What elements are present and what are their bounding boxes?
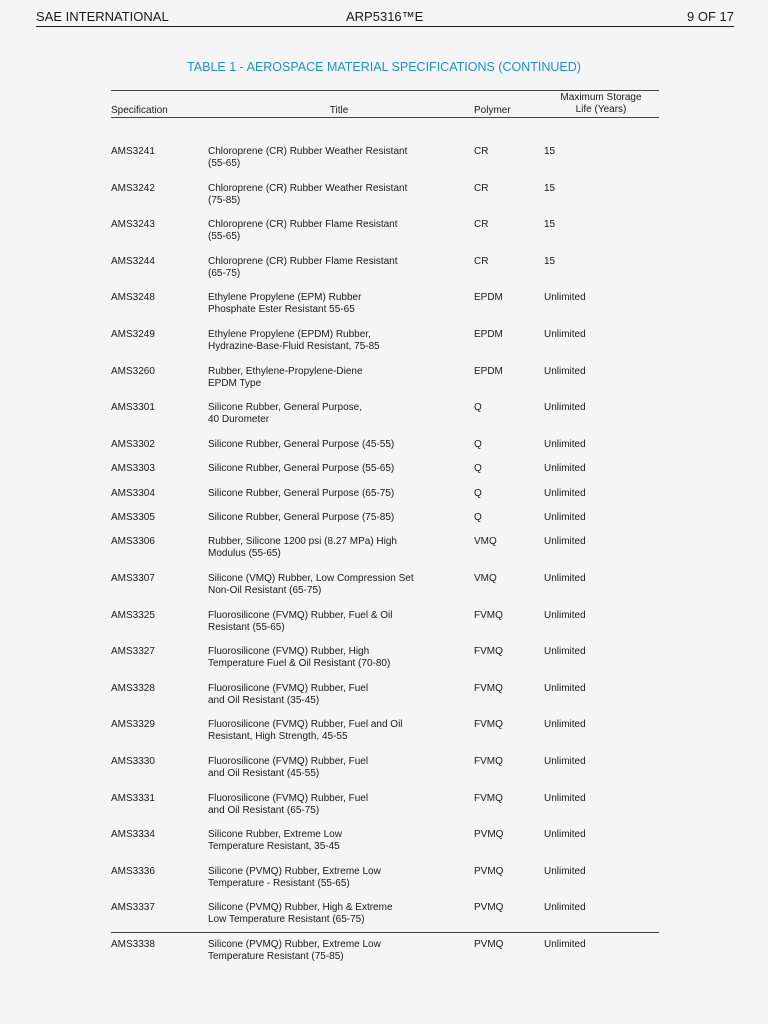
cell-specification: AMS3260 [111, 365, 155, 377]
cell-specification: AMS3325 [111, 609, 155, 621]
cell-title [208, 439, 394, 451]
cell-title-line: Silicone (PVMQ) Rubber, Extreme Low [208, 865, 381, 877]
column-header-polymer: Polymer [474, 105, 511, 116]
cell-title [208, 183, 407, 207]
cell-title-line: Hydrazine-Base-Fluid Resistant, 75-85 [208, 341, 380, 352]
cell-storage-life: Unlimited [544, 402, 586, 414]
cell-specification: AMS3331 [111, 792, 155, 804]
cell-title [208, 756, 368, 780]
cell-title [208, 683, 368, 707]
cell-specification: AMS3337 [111, 902, 155, 914]
cell-title-line: Temperature Resistant (75-85) [208, 951, 344, 962]
cell-title-line: Fluorosilicone (FVMQ) Rubber, Fuel [208, 756, 369, 767]
cell-title-line: Rubber, Silicone 1200 psi (8.27 MPa) High [208, 536, 397, 548]
cell-title-line: Ethylene Propylene (EPDM) Rubber, [208, 329, 371, 340]
cell-title-line: (55-65) [208, 231, 241, 243]
cell-polymer: FVMQ [474, 682, 503, 694]
cell-specification: AMS3242 [111, 182, 155, 194]
cell-title-line: Silicone Rubber, General Purpose (65-75) [208, 487, 395, 499]
cell-title-line: Low Temperature Resistant (65-75) [208, 914, 365, 926]
cell-title-line: Silicone Rubber, Extreme Low [208, 829, 342, 841]
cell-title [208, 463, 394, 475]
cell-polymer: EPDM [474, 365, 503, 377]
cell-polymer: CR [474, 182, 489, 194]
cell-title-line: Fluorosilicone (FVMQ) Rubber, High [208, 646, 370, 658]
cell-title [208, 829, 342, 853]
cell-specification: AMS3244 [111, 255, 155, 267]
cell-title-line: Silicone (PVMQ) Rubber, Extreme Low [208, 939, 381, 950]
cell-specification: AMS3329 [111, 719, 155, 731]
column-header-storage-life [543, 92, 659, 116]
cell-title [208, 256, 398, 280]
cell-polymer: Q [474, 463, 482, 475]
cell-title [208, 488, 394, 500]
cell-title-line: (75-85) [208, 194, 241, 206]
cell-specification: AMS3248 [111, 292, 155, 304]
cell-storage-life: 15 [544, 255, 556, 267]
cell-storage-life: Unlimited [544, 487, 586, 499]
cell-specification: AMS3306 [111, 536, 155, 548]
cell-storage-life: Unlimited [544, 792, 586, 804]
cell-polymer: CR [474, 146, 489, 157]
cell-storage-life: 15 [544, 182, 556, 194]
cell-polymer: PVMQ [474, 939, 504, 950]
column-header-specification: Specification [111, 105, 168, 116]
specifications-table [111, 90, 659, 962]
cell-title [208, 219, 398, 243]
cell-title-line: Temperature Fuel & Oil Resistant (70-80) [208, 658, 391, 670]
cell-storage-life: Unlimited [544, 573, 586, 584]
cell-title [208, 793, 368, 817]
cell-specification: AMS3249 [111, 329, 155, 340]
cell-storage-life: Unlimited [544, 512, 586, 523]
cell-title [208, 939, 381, 963]
cell-specification: AMS3338 [111, 939, 155, 950]
cell-storage-life: Unlimited [544, 756, 586, 767]
cell-storage-life: Unlimited [544, 902, 586, 914]
cell-title [208, 536, 397, 560]
cell-title [208, 146, 407, 170]
cell-title-line: Phosphate Ester Resistant 55-65 [208, 304, 355, 316]
cell-specification: AMS3327 [111, 646, 155, 658]
cell-polymer: VMQ [474, 536, 497, 548]
cell-storage-life: Unlimited [544, 463, 586, 475]
cell-polymer: VMQ [474, 573, 497, 584]
cell-title-line: and Oil Resistant (65-75) [208, 804, 320, 816]
cell-title [208, 292, 361, 316]
cell-title [208, 366, 363, 390]
cell-title-line: Silicone Rubber, General Purpose (55-65) [208, 463, 395, 475]
column-header-storage-life-line1: Maximum Storage [560, 92, 642, 103]
cell-polymer: CR [474, 219, 489, 231]
cell-storage-life: Unlimited [544, 536, 586, 548]
cell-title [208, 902, 393, 926]
cell-polymer: FVMQ [474, 646, 503, 658]
cell-title-line: Temperature Resistant, 35-45 [208, 841, 340, 853]
cell-specification: AMS3303 [111, 463, 155, 475]
cell-storage-life: 15 [544, 146, 556, 157]
cell-storage-life: Unlimited [544, 292, 586, 304]
cell-title-line: Silicone Rubber, General Purpose (45-55) [208, 438, 395, 450]
cell-specification: AMS3301 [111, 402, 155, 414]
cell-polymer: Q [474, 512, 482, 523]
cell-title-line: Temperature - Resistant (55-65) [208, 877, 350, 889]
cell-specification: AMS3307 [111, 573, 155, 584]
cell-title [208, 573, 414, 597]
cell-title-line: Chloroprene (CR) Rubber Weather Resistant [208, 182, 408, 194]
cell-polymer: PVMQ [474, 902, 504, 914]
cell-polymer: PVMQ [474, 829, 504, 841]
cell-polymer: FVMQ [474, 792, 503, 804]
cell-polymer: CR [474, 255, 489, 267]
cell-title [208, 402, 362, 426]
cell-storage-life: Unlimited [544, 609, 586, 621]
page-header [36, 8, 734, 27]
cell-storage-life: Unlimited [544, 329, 586, 340]
cell-polymer: FVMQ [474, 609, 503, 621]
document-number: ARP5316™E [346, 9, 424, 24]
table-bottom-rule [111, 932, 659, 933]
cell-storage-life: Unlimited [544, 865, 586, 877]
cell-polymer: EPDM [474, 292, 503, 304]
cell-polymer: FVMQ [474, 756, 503, 767]
cell-title-line: Resistant (55-65) [208, 621, 285, 633]
cell-title-line: Fluorosilicone (FVMQ) Rubber, Fuel and Oil [208, 719, 403, 731]
cell-specification: AMS3241 [111, 146, 155, 157]
cell-title [208, 512, 394, 524]
cell-title-line: Silicone (PVMQ) Rubber, High & Extreme [208, 902, 393, 914]
cell-storage-life: Unlimited [544, 438, 586, 450]
cell-title-line: Rubber, Ethylene-Propylene-Diene [208, 365, 363, 377]
cell-title-line: and Oil Resistant (45-55) [208, 768, 320, 779]
publisher-name: SAE INTERNATIONAL [36, 9, 169, 24]
cell-title-line: Chloroprene (CR) Rubber Weather Resistant [208, 146, 408, 157]
cell-storage-life: Unlimited [544, 719, 586, 731]
cell-title-line: EPDM Type [208, 377, 262, 389]
cell-specification: AMS3328 [111, 682, 155, 694]
cell-title [208, 719, 403, 743]
cell-storage-life: 15 [544, 219, 556, 231]
cell-specification: AMS3243 [111, 219, 155, 231]
cell-polymer: FVMQ [474, 719, 503, 731]
cell-polymer: PVMQ [474, 865, 504, 877]
cell-specification: AMS3304 [111, 487, 155, 499]
column-header-title: Title [329, 105, 349, 116]
column-header-storage-life-line2: Life (Years) [575, 104, 627, 115]
cell-specification: AMS3302 [111, 438, 155, 450]
table-header [111, 90, 659, 118]
cell-title-line: Silicone Rubber, General Purpose, [208, 402, 362, 414]
cell-title-line: 40 Durometer [208, 414, 270, 426]
cell-storage-life: Unlimited [544, 682, 586, 694]
cell-specification: AMS3336 [111, 865, 155, 877]
cell-storage-life: Unlimited [544, 365, 586, 377]
cell-specification: AMS3330 [111, 756, 155, 767]
cell-title [208, 866, 381, 890]
cell-title-line: Silicone Rubber, General Purpose (75-85) [208, 512, 395, 523]
cell-title-line: Fluorosilicone (FVMQ) Rubber, Fuel [208, 682, 369, 694]
cell-polymer: Q [474, 438, 482, 450]
cell-polymer: EPDM [474, 329, 503, 340]
page-number: 9 OF 17 [687, 9, 734, 24]
cell-title-line: Resistant, High Strength, 45-55 [208, 731, 348, 743]
cell-storage-life: Unlimited [544, 646, 586, 658]
cell-specification: AMS3334 [111, 829, 155, 841]
cell-title-line: Silicone (VMQ) Rubber, Low Compression Set [208, 573, 414, 584]
cell-title-line: and Oil Resistant (35-45) [208, 694, 320, 706]
cell-title-line: Ethylene Propylene (EPM) Rubber [208, 292, 362, 304]
cell-title-line: (65-75) [208, 267, 241, 279]
cell-storage-life: Unlimited [544, 829, 586, 841]
cell-title-line: (55-65) [208, 158, 241, 169]
cell-polymer: Q [474, 402, 482, 414]
cell-title-line: Fluorosilicone (FVMQ) Rubber, Fuel [208, 792, 369, 804]
cell-title [208, 610, 393, 634]
cell-title-line: Chloroprene (CR) Rubber Flame Resistant [208, 255, 398, 267]
cell-title-line: Fluorosilicone (FVMQ) Rubber, Fuel & Oil [208, 609, 393, 621]
cell-title-line: Chloroprene (CR) Rubber Flame Resistant [208, 219, 398, 231]
cell-storage-life: Unlimited [544, 939, 586, 950]
cell-title [208, 329, 380, 353]
cell-polymer: Q [474, 487, 482, 499]
cell-title-line: Non-Oil Resistant (65-75) [208, 585, 322, 596]
table-title: TABLE 1 - AEROSPACE MATERIAL SPECIFICATIONS (CONTINUED) [187, 60, 581, 74]
cell-title-line: Modulus (55-65) [208, 548, 281, 560]
cell-specification: AMS3305 [111, 512, 155, 523]
cell-title [208, 646, 390, 670]
